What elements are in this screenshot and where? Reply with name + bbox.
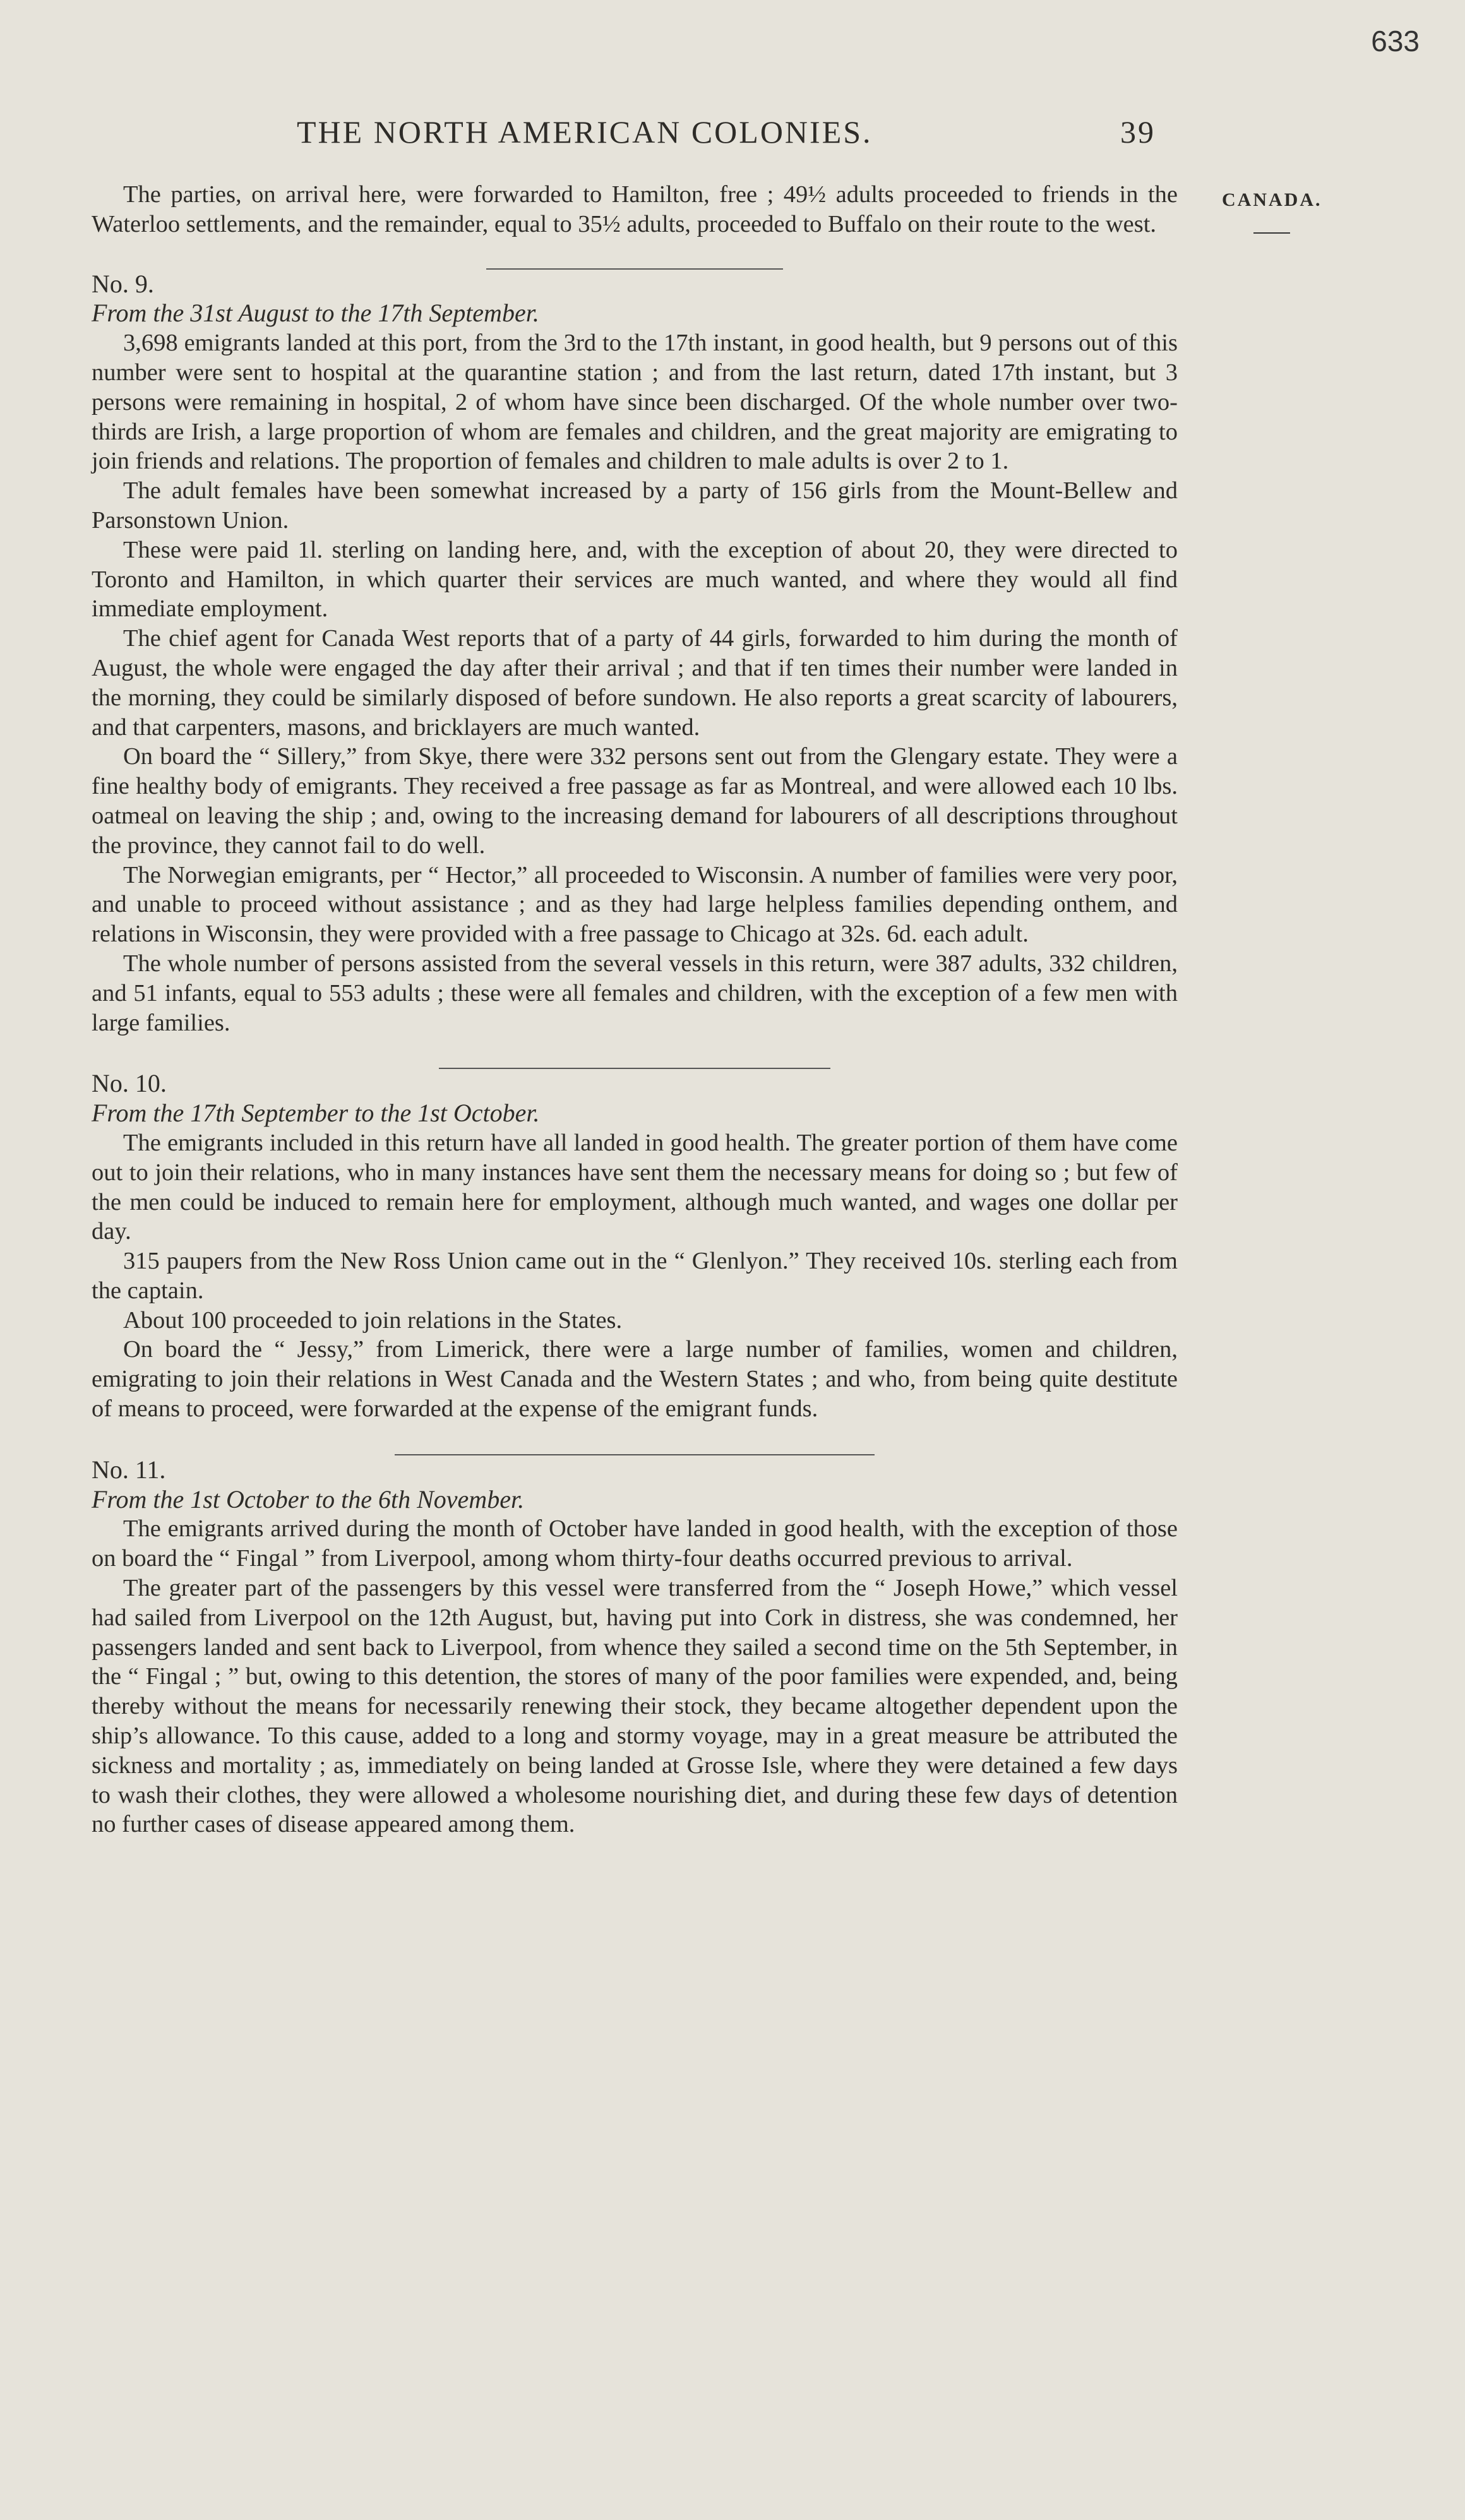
section-number: No. 9. <box>92 269 154 298</box>
folio-number: 39 <box>1120 114 1156 150</box>
paragraph: 315 paupers from the New Ross Union came out in the “ Glenlyon.” They received 10s. sterling each from the captain. <box>92 1248 1178 1304</box>
paragraph: The chief agent for Canada West reports that of a party of 44 girls, forwarded to him during the month of August, the whole were engaged the day after their arrival ; and that if ten times their number were landed in the morning, they could be similarly disposed of before sundown. He also reports a great scarcity of labourers, and that carpenters, masons, and bricklayers are much wanted. <box>92 625 1178 741</box>
section-number: No. 10. <box>92 1069 167 1098</box>
paragraph: On board the “ Jessy,” from Limerick, there were a large number of families, women and children, emigrating to join their relations in West Canada and the Western States ; and who, from being quite destitute of means to proceed, were forwarded at the expense of the emigrant funds. <box>92 1336 1178 1423</box>
paragraph: 3,698 emigrants landed at this port, from the 3rd to the 17th instant, in good health, but 9 persons out of this number were sent to hospital at the quarantine station ; and from the last return, dated 17th instant, but 3 persons were remaining in hospital, 2 of whom have since been discharged. Of the whole number over two-thirds are Irish, a large proportion of whom are females and children, and the great majority are emigrating to join friends and relations. The proportion of females and children to male adults is over 2 to 1. <box>92 330 1178 475</box>
section-dateline: From the 31st August to the 17th September. <box>92 299 539 328</box>
document-body <box>92 180 1178 1839</box>
running-title: THE NORTH AMERICAN COLONIES. <box>297 114 873 150</box>
paragraph: About 100 proceeded to join relations in the States. <box>123 1306 623 1334</box>
paragraph: The whole number of persons assisted from the several vessels in this return, were 387 adults, 332 children, and 51 infants, equal to 553 adults ; these were all females and children, with the exception of a few men with large families. <box>92 950 1178 1036</box>
paragraph: These were paid 1l. sterling on landing here, and, with the exception of about 20, they were directed to Toronto and Hamilton, in which quarter their services are much wanted, and where they would all find immediate employment. <box>92 536 1178 623</box>
intro-paragraph: The parties, on arrival here, were forwarded to Hamilton, free ; 49½ adults proceeded to friends in the Waterloo settlements, and the remainder, equal to 35½ adults, proceeded to Buffalo on their route to the west. <box>92 181 1178 237</box>
section-number: No. 11. <box>92 1455 166 1484</box>
paragraph: The emigrants included in this return have all landed in good health. The greater portion of them have come out to join their relations, who in many instances have sent them the necessary means for doing so ; but few of the men could be induced to remain here for employment, although much wanted, and wages one dollar per day. <box>92 1129 1178 1245</box>
margin-note-canada: CANADA. <box>1222 189 1322 210</box>
page-number: 633 <box>1371 25 1420 57</box>
section-dateline: From the 1st October to the 6th November. <box>92 1484 525 1514</box>
paragraph: The Norwegian emigrants, per “ Hector,” all proceeded to Wisconsin. A number of families were very poor, and unable to proceed without assistance ; and as they had large helpless families depending onthem, and relations in Wisconsin, they were provided with a free passage to Chicago at 32s. 6d. each adult. <box>92 861 1178 948</box>
paragraph: On board the “ Sillery,” from Skye, there were 332 persons sent out from the Glengary estate. They were a fine healthy body of emigrants. They received a free passage as far as Montreal, and were allowed each 10 lbs. oatmeal on leaving the ship ; and, owing to the increasing demand for labourers of all descriptions throughout the province, they cannot fail to do well. <box>92 743 1178 859</box>
paragraph: The greater part of the passengers by this vessel were transferred from the “ Joseph Howe,” which vessel had sailed from Liverpool on the 12th August, but, having put into Cork in distress, she was condemned, her passengers landed and sent back to Liverpool, from whence they sailed a second time on the 5th September, in the “ Fingal ; ” but, owing to this detention, the stores of many of the poor families were expended, and, being thereby without the means for necessarily renewing their stock, they became altogether dependent upon the ship’s allowance. To this cause, added to a long and stormy voyage, may in a great measure be attributed the sickness and mortality ; as, immediately on being landed at Grosse Isle, where they were detained a few days to wash their clothes, they were allowed a wholesome nourishing diet, and during these few days of detention no further cases of disease appeared among them. <box>92 1575 1178 1838</box>
paragraph: The emigrants arrived during the month of October have landed in good health, with the exception of those on board the “ Fingal ” from Liverpool, among whom thirty-four deaths occurred previous to arrival. <box>92 1515 1178 1572</box>
margin-note-dash <box>1253 232 1290 234</box>
section-dateline: From the 17th September to the 1st October. <box>92 1099 540 1128</box>
paragraph: The adult females have been somewhat increased by a party of 156 girls from the Mount-Bellew and Parsonstown Union. <box>92 477 1178 534</box>
